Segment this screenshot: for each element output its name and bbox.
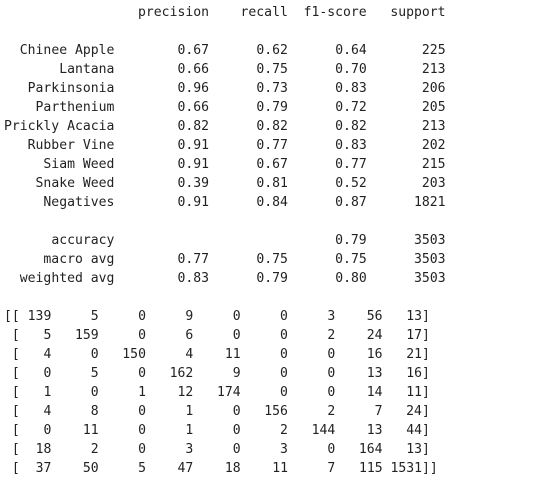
matrix-row (4, 345, 438, 364)
class-row (4, 98, 446, 117)
matrix-cell: 0 (43, 366, 52, 381)
matrix-cell: 1 (185, 423, 194, 438)
matrix-cell: 162 (169, 366, 194, 381)
matrix-cell: 16 (406, 366, 422, 381)
cell-support: 1821 (414, 195, 446, 210)
cell-support: 3503 (414, 233, 446, 248)
row-label: Lantana (59, 62, 115, 77)
header-recall: recall (240, 5, 288, 20)
matrix-cell: 21 (406, 347, 422, 362)
matrix-row (4, 383, 438, 402)
matrix-cell: 44 (406, 423, 422, 438)
cell-support: 203 (421, 176, 446, 191)
matrix-cell: 0 (90, 385, 99, 400)
cell-precision: 0.39 (177, 176, 210, 191)
matrix-cell: 4 (43, 404, 52, 419)
matrix-cell: 8 (90, 404, 99, 419)
cell-support: 213 (421, 62, 446, 77)
cell-f1: 0.70 (335, 62, 367, 77)
cell-f1: 0.83 (335, 138, 367, 153)
matrix-row (4, 421, 438, 440)
cell-support: 205 (421, 100, 446, 115)
cell-f1: 0.77 (335, 157, 367, 172)
cell-precision: 0.96 (177, 81, 209, 96)
row-label: Siam Weed (43, 157, 115, 172)
matrix-bracket-open: [ (4, 347, 20, 362)
matrix-cell: 0 (327, 347, 336, 362)
matrix-cell: 5 (90, 309, 99, 324)
matrix-cell: 11 (272, 461, 288, 476)
matrix-cell: 5 (138, 461, 146, 476)
header-precision: precision (138, 5, 209, 20)
header-f1-score: f1-score (303, 5, 367, 20)
matrix-row (4, 307, 438, 326)
matrix-cell: 159 (74, 328, 99, 343)
matrix-cell: 24 (366, 328, 383, 343)
class-row (4, 79, 446, 98)
cell-f1: 0.80 (335, 271, 367, 286)
matrix-cell: 56 (366, 309, 383, 324)
matrix-cell: 13 (406, 309, 422, 324)
row-label: Chinee Apple (19, 43, 115, 58)
cell-f1: 0.64 (335, 43, 367, 58)
class-row (4, 60, 446, 79)
matrix-cell: 156 (264, 404, 288, 419)
matrix-cell: 2 (327, 404, 336, 419)
cell-precision: 0.66 (177, 62, 209, 77)
matrix-bracket-open: [ (4, 423, 20, 438)
cell-recall: 0.75 (256, 252, 288, 267)
cell-f1: 0.87 (335, 195, 367, 210)
matrix-cell: 16 (366, 347, 383, 362)
matrix-bracket-close: ]] (422, 461, 438, 476)
matrix-bracket-close: ] (421, 366, 430, 381)
matrix-cell: 0 (327, 442, 336, 457)
matrix-cell: 1 (138, 385, 146, 400)
confusion-matrix (4, 307, 438, 478)
class-row (4, 174, 446, 193)
row-label: Rubber Vine (27, 138, 115, 153)
blank-line (4, 22, 446, 41)
matrix-cell: 0 (280, 366, 288, 381)
matrix-cell: 5 (43, 328, 52, 343)
matrix-cell: 11 (224, 347, 241, 362)
matrix-cell: 0 (232, 328, 241, 343)
cell-precision: 0.91 (177, 195, 209, 210)
cell-support: 3503 (414, 271, 446, 286)
matrix-cell: 14 (366, 385, 383, 400)
matrix-cell: 0 (280, 347, 288, 362)
matrix-cell: 18 (224, 461, 241, 476)
matrix-cell: 0 (138, 366, 146, 381)
matrix-cell: 2 (90, 442, 99, 457)
cell-precision: 0.66 (177, 100, 210, 115)
matrix-bracket-close: ] (421, 385, 430, 400)
matrix-bracket-open: [ (4, 442, 20, 457)
cell-support: 215 (421, 157, 446, 172)
cell-precision: 0.82 (177, 119, 209, 134)
class-row (4, 41, 446, 60)
matrix-cell: 0 (232, 423, 241, 438)
matrix-cell: 9 (185, 309, 194, 324)
matrix-bracket-open: [ (4, 385, 20, 400)
matrix-cell: 2 (280, 423, 288, 438)
matrix-cell: 17 (406, 328, 422, 343)
matrix-row (4, 440, 438, 459)
matrix-cell: 13 (366, 366, 383, 381)
matrix-cell: 0 (232, 442, 241, 457)
row-label: Snake Weed (35, 176, 115, 191)
matrix-cell: 50 (82, 461, 99, 476)
matrix-bracket-open: [ (4, 461, 20, 476)
matrix-cell: 0 (138, 404, 146, 419)
cell-recall: 0.79 (256, 100, 288, 115)
cell-recall: 0.77 (256, 138, 288, 153)
cell-recall: 0.84 (256, 195, 288, 210)
matrix-cell: 1 (185, 404, 194, 419)
row-label: accuracy (51, 233, 115, 248)
matrix-cell: 174 (216, 385, 241, 400)
cell-recall: 0.62 (256, 43, 288, 58)
matrix-cell: 24 (406, 404, 422, 419)
class-row (4, 136, 446, 155)
matrix-cell: 9 (232, 366, 241, 381)
matrix-row (4, 326, 438, 345)
matrix-row (4, 364, 438, 383)
matrix-cell: 47 (177, 461, 194, 476)
matrix-bracket-open: [ (4, 328, 20, 343)
matrix-cell: 7 (374, 404, 383, 419)
matrix-cell: 13 (406, 442, 422, 457)
cell-f1: 0.83 (335, 81, 367, 96)
matrix-cell: 0 (138, 423, 146, 438)
matrix-cell: 150 (122, 347, 146, 362)
row-label: Negatives (43, 195, 115, 210)
matrix-cell: 0 (43, 423, 52, 438)
matrix-cell: 3 (327, 309, 336, 324)
matrix-cell: 3 (185, 442, 194, 457)
row-label: Prickly Acacia (4, 119, 115, 134)
cell-recall: 0.81 (256, 176, 288, 191)
matrix-cell: 11 (82, 423, 99, 438)
cell-precision: 0.91 (177, 157, 209, 172)
cell-f1: 0.72 (335, 100, 367, 115)
matrix-cell: 0 (327, 385, 336, 400)
matrix-cell: 0 (232, 309, 241, 324)
row-label: Parthenium (35, 100, 115, 115)
matrix-cell: 5 (90, 366, 99, 381)
cell-recall: 0.82 (256, 119, 288, 134)
cell-support: 213 (421, 119, 446, 134)
cell-precision: 0.91 (177, 138, 209, 153)
matrix-cell: 0 (232, 404, 241, 419)
cell-support: 206 (421, 81, 446, 96)
matrix-cell: 12 (177, 385, 194, 400)
matrix-cell: 37 (35, 461, 52, 476)
matrix-cell: 6 (185, 328, 194, 343)
matrix-bracket-open: [ (4, 366, 20, 381)
matrix-cell: 4 (185, 347, 194, 362)
matrix-bracket-close: ] (421, 328, 430, 343)
matrix-cell: 1 (43, 385, 52, 400)
class-row (4, 117, 446, 136)
cell-recall: 0.73 (256, 81, 288, 96)
matrix-cell: 2 (327, 328, 336, 343)
matrix-bracket-close: ] (421, 347, 430, 362)
report-header-row (4, 3, 446, 22)
classification-report (4, 3, 446, 288)
matrix-row (4, 402, 438, 421)
matrix-bracket-close: ] (421, 423, 430, 438)
matrix-cell: 0 (280, 328, 288, 343)
matrix-bracket-open: [ (4, 404, 20, 419)
matrix-cell: 0 (138, 309, 146, 324)
cell-f1: 0.75 (335, 252, 367, 267)
matrix-cell: 0 (90, 347, 99, 362)
matrix-cell: 139 (27, 309, 52, 324)
matrix-cell: 0 (280, 309, 288, 324)
matrix-cell: 3 (280, 442, 288, 457)
cell-recall: 0.75 (256, 62, 288, 77)
matrix-cell: 1531 (390, 461, 423, 476)
cell-support: 202 (421, 138, 446, 153)
matrix-cell: 13 (366, 423, 383, 438)
matrix-cell: 4 (43, 347, 52, 362)
matrix-cell: 0 (327, 366, 336, 381)
blank-line (4, 212, 446, 231)
class-row (4, 193, 446, 212)
summary-row (4, 231, 446, 250)
matrix-bracket-close: ] (421, 404, 430, 419)
cell-recall: 0.79 (256, 271, 288, 286)
summary-row (4, 269, 446, 288)
cell-f1: 0.79 (335, 233, 367, 248)
matrix-cell: 11 (406, 385, 422, 400)
cell-precision: 0.67 (177, 43, 210, 58)
cell-support: 3503 (414, 252, 446, 267)
matrix-bracket-close: ] (421, 442, 430, 457)
matrix-bracket-close: ] (421, 309, 430, 324)
cell-recall: 0.67 (256, 157, 288, 172)
row-label: weighted avg (19, 271, 115, 286)
cell-f1: 0.82 (335, 119, 367, 134)
cell-precision: 0.83 (177, 271, 210, 286)
cell-precision: 0.77 (177, 252, 209, 267)
matrix-row (4, 459, 438, 478)
row-label: Parkinsonia (27, 81, 115, 96)
matrix-cell: 115 (358, 461, 383, 476)
cell-support: 225 (421, 43, 446, 58)
cell-f1: 0.52 (335, 176, 367, 191)
matrix-cell: 18 (35, 442, 52, 457)
matrix-cell: 144 (311, 423, 336, 438)
summary-row (4, 250, 446, 269)
header-support: support (390, 5, 446, 20)
matrix-bracket-open: [[ (4, 309, 20, 324)
matrix-cell: 0 (138, 328, 146, 343)
class-row (4, 155, 446, 174)
matrix-cell: 0 (138, 442, 146, 457)
matrix-cell: 164 (358, 442, 383, 457)
matrix-cell: 0 (280, 385, 288, 400)
row-label: macro avg (43, 252, 115, 267)
matrix-cell: 7 (327, 461, 336, 476)
